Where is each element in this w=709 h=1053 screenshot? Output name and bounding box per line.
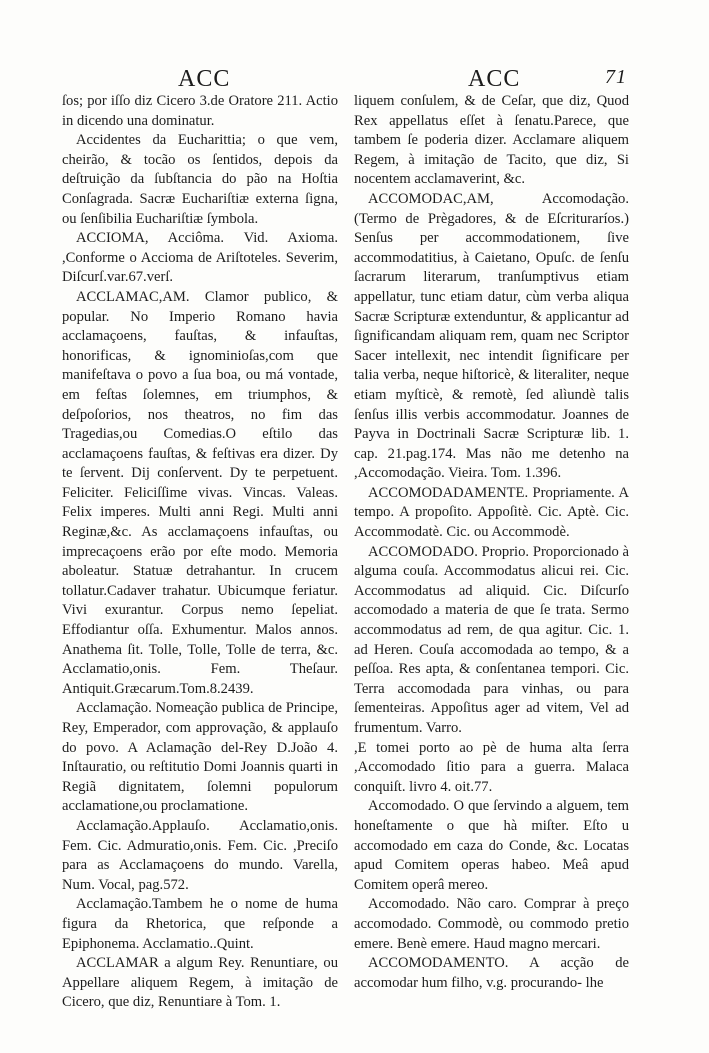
page-number: 71 [605, 66, 627, 88]
right-column [354, 92, 629, 993]
entry-paragraph: Acclamação.Applauſo. Acclamatio,onis. Fem. Cic. Admuratio,onis. Fem. Cic. ,Preciſo para as Acclamaçoens do mundo. Varella, Num. Vocal, pag.572. [62, 817, 338, 893]
entry-paragraph: Accomodado. Não caro. Comprar à preço accomodado. Commodè, ou commodo pretio emere. Benè emere. Haud magno mercari. [354, 896, 629, 952]
header-right-keyword: ACC [468, 66, 521, 92]
entry-paragraph: Acclamação.Tambem he o nome de huma figura da Rhetorica, que reſponde a Epiphonema. Acclamatio..Quint. [62, 896, 338, 952]
entry-paragraph: ACCLAMAC,AM. Clamor publico, & popular. No Imperio Romano havia acclamaçoens, fauſtas, & infauſtas, honorificas, & ignominioſas,com que manifeſtava o povo a ſua boa, ou má vontade, em feſtas ſolemnes, em triumphos, & deſpoſorios, nos theatros, no fim das Tragedias,ou Comedias.O eſtilo das acclamaçoens fauſtas, & feſtivas era dizer. Dy te ſervent. Dij conſervent. Dy te perpetuent. Feliciter. Feliciſſime vivas. Vincas. Valeas. Felix imperes. Multi anni Regi. Multi anni Reginæ,&c. As acclamaçoens infauſtas, ou imprecaçoens erão por eſte modo. Memoria aboleatur. Statuæ detrahantur. In crucem tollatur.Cadaver trahatur. Ubicumque feriatur. Vivi exurantur. Corpus nemo ſepeliat. Effodiantur oſſa. Exhumentur. Malos annos. Anathema ſit. Tolle, Tolle, Tolle de terra, &c. Acclamatio,onis. Fem. Theſaur. Antiquit.Græcarum.Tom.8.2439. [62, 288, 338, 697]
left-column [62, 92, 338, 1013]
entry-paragraph: Acclamação. Nomeação publica de Principe, Rey, Emperador, com approvação, & applauſo do povo. A Aclamação del-Rey D.João 4. Inſtauratio, ou reſtitutio Domi Joannis quarti in Regiã dignitatem, ſolemni populorum acclamatione,ou proclamatione. [62, 700, 338, 815]
entry-paragraph: ACCOMODADAMENTE. Propriamente. A tempo. A propoſito. Appoſitè. Cic. Aptè. Cic. Accommodatè. Cic. ou Accommodè. [354, 484, 629, 541]
entry-paragraph: ſos; por iſſo diz Cicero 3.de Oratore 211. Actio in dicendo una dominatur. [62, 93, 338, 129]
entry-paragraph: ACCOMODAMENTO. A acção de accomodar hum filho, v.g. procurando- lhe [354, 955, 629, 991]
entry-paragraph: Accomodado. O que ſervindo a alguem, tem honeſtamente o que hà miſter. Eſto u accomodado em caza do Conde, &c. Locatas apud Comitem operas habeo. Meâ apud Comitem operâ mereo. [354, 798, 629, 893]
entry-paragraph: liquem conſulem, & de Ceſar, que diz, Quod Rex appellatus eſſet à ſenatu.Parece, que tambem ſe poderia dizer. Acclamare aliquem Regem, à imitação de Tacito, que diz, Si nocentem acclamaverint, &c. [354, 93, 629, 188]
entry-paragraph: ACCLAMAR a algum Rey. Renuntiare, ou Appellare aliquem Regem, à imitação de Cicero, que diz, Renuntiare à Tom. 1. [62, 955, 338, 1011]
quotation-paragraph: ,E tomei porto ao pè de huma alta ſerra ,Accomodado ſitio para a guerra. Malaca conquiſt. livro 4. oit.77. [354, 739, 629, 795]
entry-paragraph: Accidentes da Eucharittia; o que vem, cheirão, & tocão os ſentidos, depois da deſtruição da ſubſtancia do pão na Hoſtia Conſagrada. Sacræ Euchariſtiæ externa ſigna, ou ſenſibilia Euchariſtiæ ſymbola. [62, 132, 338, 227]
header-left-keyword: ACC [178, 66, 231, 92]
entry-paragraph: ACCOMODAC,AM, Accomodação. (Termo de Prègadores, & de Eſcrituraríos.) Senſus per accommodationem, ſive accommodatitius, à Caietano, Opuſc. de ſenſu ſacrarum literarum, tranſumptivus etiam appellatur, tunc etiam datur, cùm verba aliqua Sacræ Scripturæ extenduntur, & applicantur ad ſignificandam aliquam rem, quam nec Scriptor Sacer intellexit, nec intendit ſignificare per talia verba, neque hiſtoricè, & literaliter, neque etiam myſticè, & remotè, ſed alìundè talis ſenſus illis verbis accommodatur. Joannes de Payva in Doctrinali Sacræ Scripturæ lib. 1. cap. 21.pag.174. Mas não me detenho na ,Accomodação. Vieira. Tom. 1.396. [354, 190, 629, 482]
running-header [0, 62, 709, 92]
entry-paragraph: ACCOMODADO. Proprio. Proporcionado à alguma couſa. Accommodatus alicui rei. Cic. Accommodatus ad aliquid. Cic. Diſcurſo accomodado a materia de que ſe trata. Sermo accommodatus ad rem, de qua agitur. Cic. 1. ad Heren. Couſa accomodada ao tempo, & a peſſoa. Res apta, & conſentanea tempori. Cic. Terra accomodada para vinhas, ou para ſementeiras. Appoſitus ager ad vitem, Vel ad frumentum. Varro. [354, 543, 629, 736]
entry-paragraph: ACCIOMA, Acciôma. Vid. Axioma. ,Conforme o Accioma de Ariſtoteles. Severim, Diſcurſ.var.67.verſ. [62, 230, 338, 286]
